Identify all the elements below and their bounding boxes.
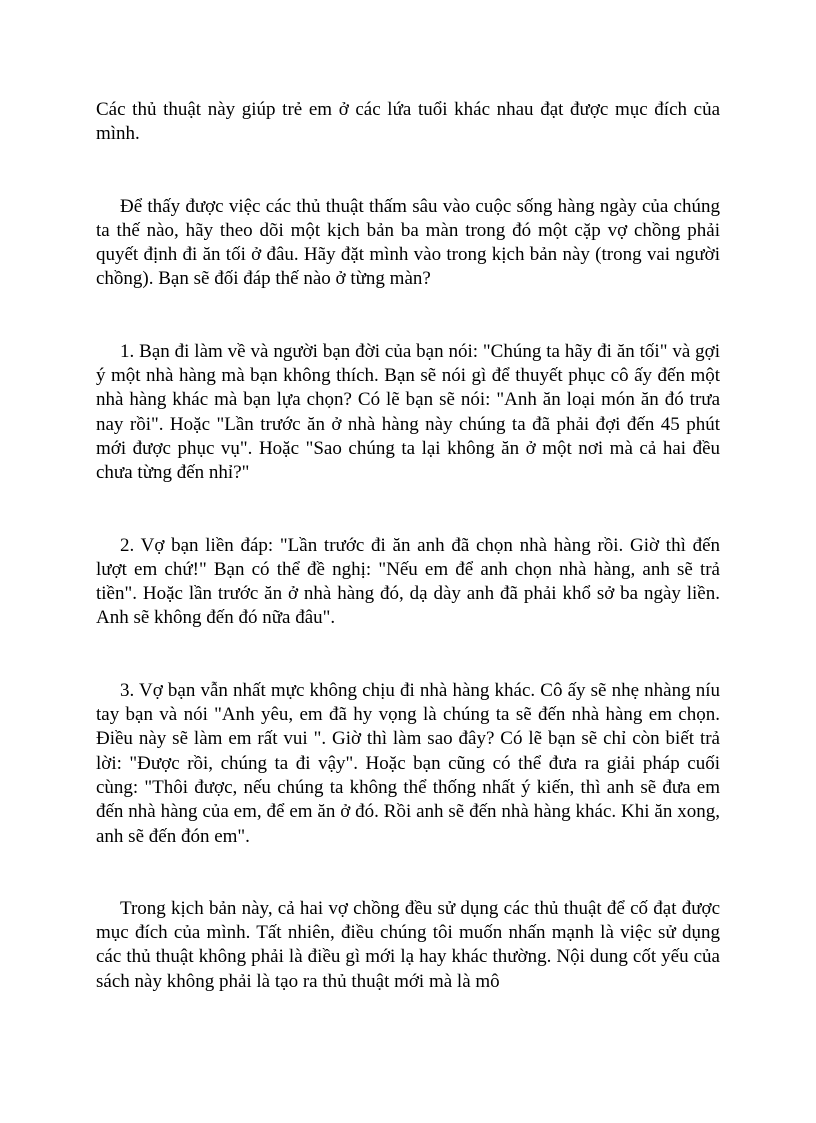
document-page [96,98,720,1042]
paragraph-intro: Các thủ thuật này giúp trẻ em ở các lứa tuổi khác nhau đạt được mục đích của mình. [96,99,720,145]
paragraph-act-2: 2. Vợ bạn liền đáp: "Lần trước đi ăn anh đã chọn nhà hàng rồi. Giờ thì đến lượt em chứ!" Bạn có thể đề nghị: "Nếu em để anh chọn nhà hàng, anh sẽ trả tiền". Hoặc lần trước ăn ở nhà hàng đó, dạ dày anh đã phải khổ sở ba ngày liền. Anh sẽ không đến đó nữa đâu". [96,534,720,629]
paragraph-act-1: 1. Bạn đi làm về và người bạn đời của bạn nói: "Chúng ta hãy đi ăn tối" và gợi ý một nhà hàng mà bạn không thích. Bạn sẽ nói gì để thuyết phục cô ấy đến một nhà hàng khác mà bạn lựa chọn? Có lẽ bạn sẽ nói: "Anh ăn loại món ăn đó trưa nay rồi". Hoặc "Lần trước ăn ở nhà hàng này chúng ta đã phải đợi đến 45 phút mới được phục vụ". Hoặc "Sao chúng ta lại không ăn ở một nơi mà cả hai đều chưa từng đến nhỉ?" [96,340,720,484]
paragraph-conclusion: Trong kịch bản này, cả hai vợ chồng đều sử dụng các thủ thuật để cố đạt được mục đích của mình. Tất nhiên, điều chúng tôi muốn nhấn mạnh là việc sử dụng các thủ thuật không phải là điều gì mới lạ hay khác thường. Nội dung cốt yếu của sách này không phải là tạo ra thủ thuật mới mà là mô [96,897,720,992]
paragraph-act-3: 3. Vợ bạn vẫn nhất mực không chịu đi nhà hàng khác. Cô ấy sẽ nhẹ nhàng níu tay bạn và nói "Anh yêu, em đã hy vọng là chúng ta sẽ đến nhà hàng em chọn. Điều này sẽ làm em rất vui ". Giờ thì làm sao đây? Có lẽ bạn sẽ chỉ còn biết trả lời: "Được rồi, chúng ta đi vậy". Hoặc bạn cũng có thể đưa ra giải pháp cuối cùng: "Thôi được, nếu chúng ta không thể thống nhất ý kiến, thì anh sẽ đưa em đến nhà hàng của em, để em ăn ở đó. Rồi anh sẽ đến nhà hàng khác. Khi ăn xong, anh sẽ đến đón em". [96,679,720,847]
paragraph-scenario-setup: Để thấy được việc các thủ thuật thấm sâu vào cuộc sống hàng ngày của chúng ta thế nào, hãy theo dõi một kịch bản ba màn trong đó một cặp vợ chồng phải quyết định đi ăn tối ở đâu. Hãy đặt mình vào trong kịch bản này (trong vai người chồng). Bạn sẽ đối đáp thế nào ở từng màn? [96,195,720,290]
